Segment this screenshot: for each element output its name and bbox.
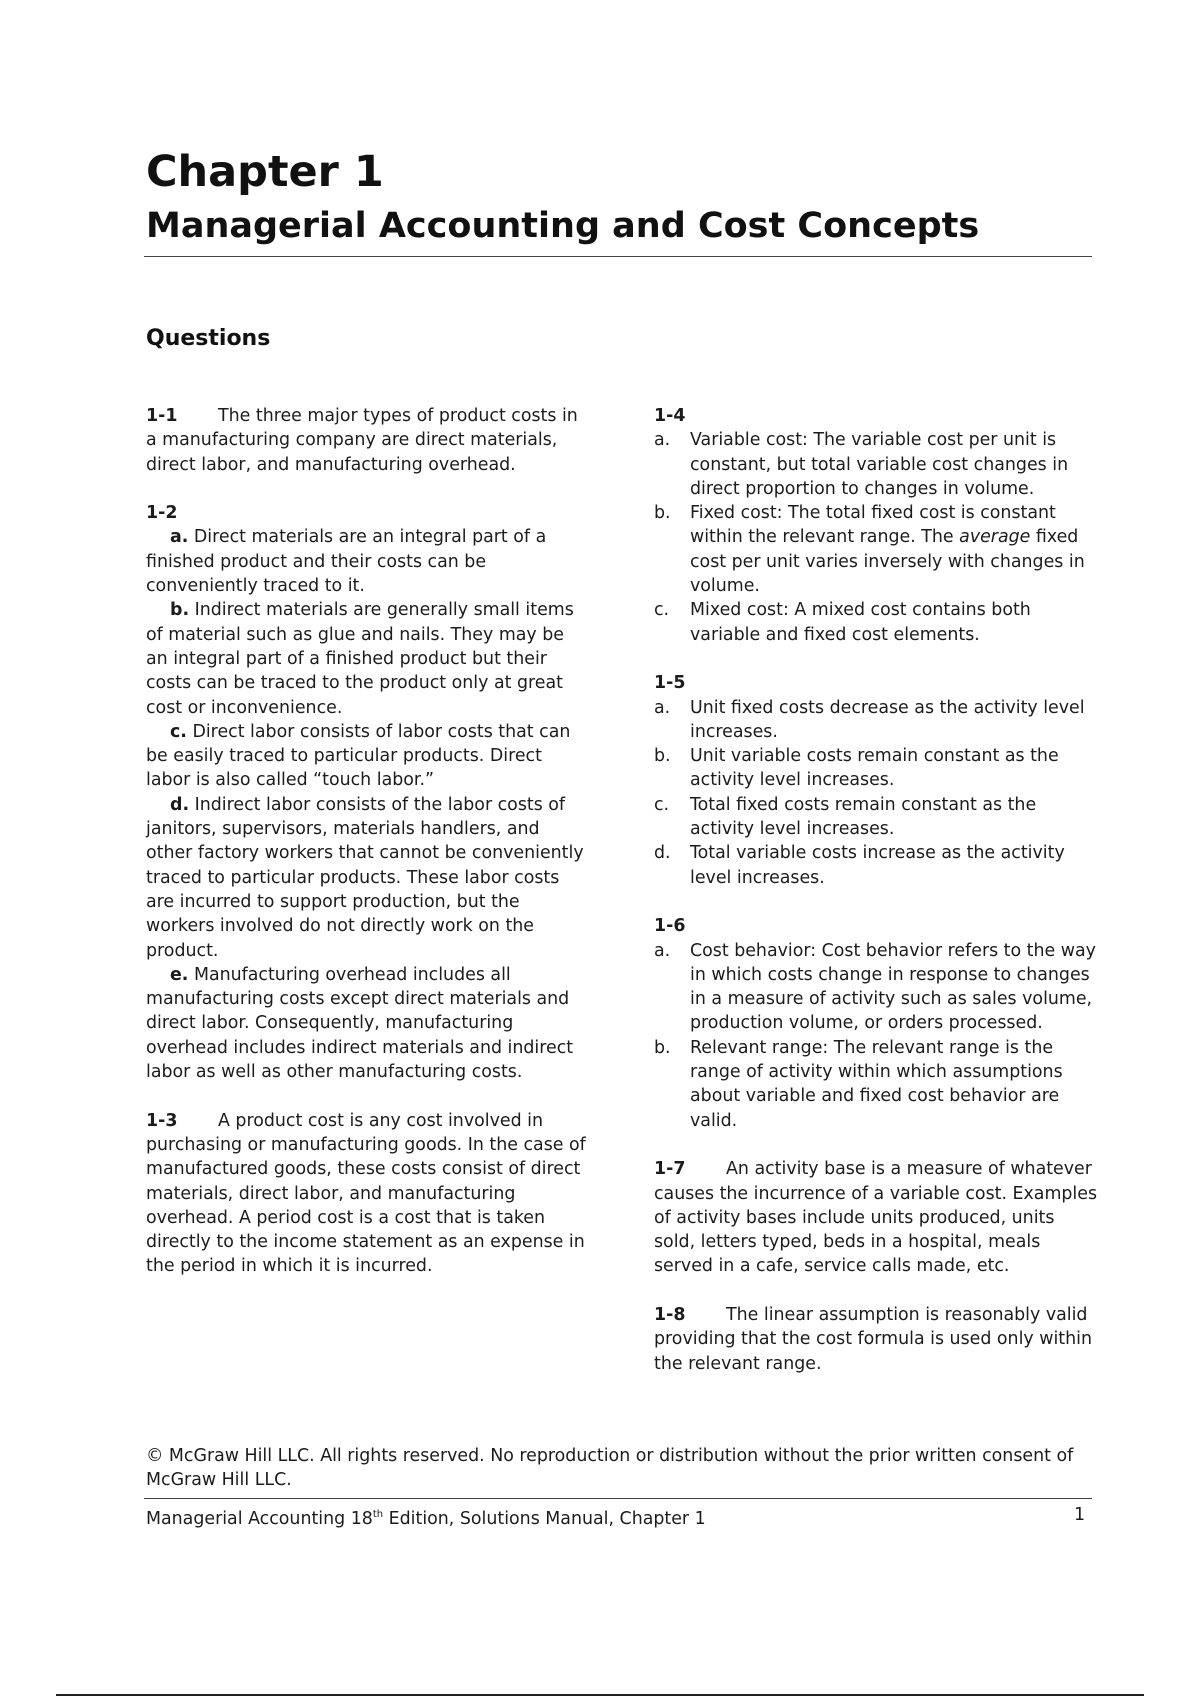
question-1-1	[146, 404, 586, 477]
question-1-4	[654, 404, 1100, 647]
question-number: 1-5	[654, 673, 686, 694]
question-number: 1-3	[146, 1110, 178, 1131]
list-item: a. Unit fixed costs decrease as the activity level increases.	[654, 697, 1085, 742]
emphasis-text: average	[959, 527, 1031, 548]
question-1-2	[146, 501, 586, 1084]
list-item: a. Variable cost: The variable cost per unit is constant, but total variable cost changes in direct proportion to changes in volume.	[654, 430, 1069, 499]
question-number: 1-8	[654, 1304, 686, 1325]
chapter-title: Managerial Accounting and Cost Concepts	[146, 206, 980, 246]
footer-book-title: Managerial Accounting 18th Edition, Solutions Manual, Chapter 1	[146, 1509, 706, 1529]
list-item: a. Cost behavior: Cost behavior refers to the way in which costs change in response to changes in a measure of activity such as sales volume, production volume, or orders processed.	[654, 940, 1096, 1034]
list-item: c. Mixed cost: A mixed cost contains both variable and fixed cost elements.	[654, 600, 1031, 645]
left-column	[146, 404, 586, 1303]
section-heading: Questions	[146, 326, 271, 351]
answer-list	[654, 428, 1100, 647]
question-1-6	[654, 914, 1100, 1133]
question-number: 1-6	[654, 916, 686, 937]
question-text: An activity base is a measure of whatever causes the incurrence of a variable cost. Examples of activity bases include units produced, units sold, letters typed, beds in a hospital, meals served in a cafe, service calls made, etc.	[654, 1159, 1098, 1277]
answer-item: e. Manufacturing overhead includes all manufacturing costs except direct materials and direct labor. Consequently, manufacturing overhead includes indirect materials and indirect labor as well as other manufacturing costs.	[146, 964, 574, 1083]
question-number: 1-4	[654, 406, 686, 426]
question-text: The linear assumption is reasonably valid providing that the cost formula is used only within the relevant range.	[654, 1304, 1092, 1374]
list-item: b. Relevant range: The relevant range is the range of activity within which assumptions about variable and fixed cost behavior are valid.	[654, 1037, 1063, 1131]
question-1-8	[654, 1303, 1100, 1376]
list-item: b. Unit variable costs remain constant as the activity level increases.	[654, 746, 1059, 791]
answer-item: c. Direct labor consists of labor costs that can be easily traced to particular products. Direct labor is also called “touch labor.”	[146, 721, 571, 791]
list-item: d. Total variable costs increase as the activity level increases.	[654, 843, 1065, 888]
list-item: b. Fixed cost: The total fixed cost is constant within the relevant range. The average fixed cost per unit varies inversely with changes in volume.	[654, 503, 1085, 597]
copyright-notice: © McGraw Hill LLC. All rights reserved. No reproduction or distribution without the prior written consent of McGraw Hill LLC.	[146, 1446, 1074, 1491]
question-number: 1-7	[654, 1159, 686, 1180]
question-1-7	[654, 1157, 1100, 1278]
page-bottom-divider	[56, 1694, 1144, 1696]
question-number: 1-1	[146, 406, 178, 426]
right-column	[654, 404, 1100, 1400]
question-text: A product cost is any cost involved in purchasing or manufacturing goods. In the case of manufactured goods, these costs consist of direct materials, direct labor, and manufacturing overhead. A period cost is a cost that is taken directly to the income statement as an expense in the period in which it is incurred.	[146, 1110, 586, 1277]
footer-divider	[144, 1498, 1092, 1499]
question-text: The three major types of product costs in a manufacturing company are direct materials, direct labor, and manufacturing overhead.	[146, 406, 578, 475]
title-divider	[144, 256, 1092, 257]
list-item: c. Total fixed costs remain constant as the activity level increases.	[654, 794, 1037, 840]
answer-list	[654, 939, 1100, 1133]
question-1-5	[654, 671, 1100, 890]
answer-list	[654, 696, 1100, 890]
answer-item: a. Direct materials are an integral part of a finished product and their costs can be conveniently traced to it.	[146, 527, 547, 597]
question-number: 1-2	[146, 503, 178, 524]
chapter-number: Chapter 1	[146, 147, 384, 197]
answer-item: b. Indirect materials are generally small items of material such as glue and nails. They may be an integral part of a finished product but their costs can be traced to the product only at great cost or inconvenience.	[146, 600, 574, 718]
answer-item: d. Indirect labor consists of the labor costs of janitors, supervisors, materials handlers, and other factory workers that cannot be conveniently traced to particular products. These labor costs are incurred to support production, but the workers involved do not directly work on the product.	[146, 794, 584, 961]
question-1-3	[146, 1109, 586, 1279]
page-number: 1	[1074, 1505, 1086, 1525]
